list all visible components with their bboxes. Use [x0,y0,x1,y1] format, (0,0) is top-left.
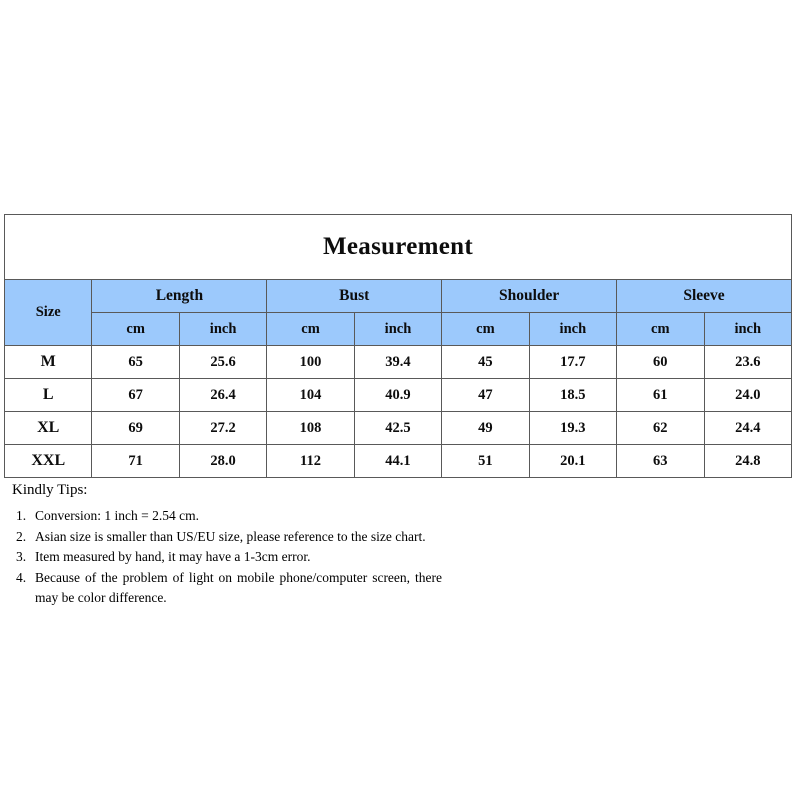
list-item [12,547,442,568]
cell-shoulder-inch: 17.7 [529,346,616,379]
size-label: M [5,346,92,379]
cell-bust-inch: 40.9 [354,379,441,412]
table-row [5,379,792,412]
unit-header-shoulder-inch: inch [529,313,616,346]
cell-bust-inch: 39.4 [354,346,441,379]
column-group-length: Length [92,280,267,313]
cell-shoulder-inch: 18.5 [529,379,616,412]
column-group-bust: Bust [267,280,442,313]
tips-heading: Kindly Tips: [12,482,88,498]
cell-length-cm: 71 [92,445,179,478]
list-item-number: 2. [16,528,27,544]
kindly-tips-section [12,481,442,609]
list-item-text: Conversion: 1 inch = 2.54 cm. [35,508,199,523]
list-item-text: Because of the problem of light on mobile phone/computer screen, there may be color difference. [35,569,442,606]
measurement-size-table [4,214,792,478]
list-item-number: 3. [16,549,27,565]
column-group-shoulder: Shoulder [442,280,617,313]
cell-shoulder-cm: 51 [442,445,529,478]
cell-length-inch: 27.2 [179,412,266,445]
cell-length-cm: 69 [92,412,179,445]
cell-length-inch: 26.4 [179,379,266,412]
table-row [5,445,792,478]
cell-length-cm: 65 [92,346,179,379]
unit-header-bust-cm: cm [267,313,354,346]
size-label: XL [5,412,92,445]
size-label: L [5,379,92,412]
table-row [5,412,792,445]
cell-sleeve-inch: 23.6 [704,346,792,379]
cell-shoulder-inch: 19.3 [529,412,616,445]
cell-bust-cm: 104 [267,379,354,412]
cell-sleeve-cm: 62 [617,412,704,445]
list-item-text: Asian size is smaller than US/EU size, please reference to the size chart. [35,528,426,544]
cell-shoulder-cm: 49 [442,412,529,445]
cell-sleeve-inch: 24.8 [704,445,792,478]
list-item [12,527,442,548]
unit-header-length-inch: inch [179,313,266,346]
cell-shoulder-inch: 20.1 [529,445,616,478]
cell-sleeve-cm: 63 [617,445,704,478]
cell-sleeve-inch: 24.0 [704,379,792,412]
cell-sleeve-inch: 24.4 [704,412,792,445]
page-title: Measurement [5,215,792,280]
column-header-size: Size [5,280,92,346]
list-item-number: 1. [16,508,27,523]
cell-sleeve-cm: 60 [617,346,704,379]
unit-header-shoulder-cm: cm [442,313,529,346]
cell-bust-cm: 112 [267,445,354,478]
table-unit-header-row [5,313,792,346]
size-chart-container [4,214,792,478]
cell-length-inch: 25.6 [179,346,266,379]
column-group-sleeve: Sleeve [617,280,792,313]
size-label: XXL [5,445,92,478]
list-item-text: Item measured by hand, it may have a 1-3cm error. [35,549,311,565]
unit-header-bust-inch: inch [354,313,441,346]
list-item-number: 4. [16,569,27,585]
cell-shoulder-cm: 45 [442,346,529,379]
cell-bust-cm: 100 [267,346,354,379]
cell-bust-inch: 42.5 [354,412,441,445]
cell-bust-inch: 44.1 [354,445,441,478]
table-row [5,346,792,379]
cell-length-cm: 67 [92,379,179,412]
table-group-header-row [5,280,792,313]
unit-header-sleeve-inch: inch [704,313,792,346]
list-item [12,568,442,609]
unit-header-sleeve-cm: cm [617,313,704,346]
cell-bust-cm: 108 [267,412,354,445]
list-item [12,506,442,527]
unit-header-length-cm: cm [92,313,179,346]
cell-length-inch: 28.0 [179,445,266,478]
tips-list [12,506,442,609]
table-title-row [5,215,792,280]
cell-shoulder-cm: 47 [442,379,529,412]
cell-sleeve-cm: 61 [617,379,704,412]
